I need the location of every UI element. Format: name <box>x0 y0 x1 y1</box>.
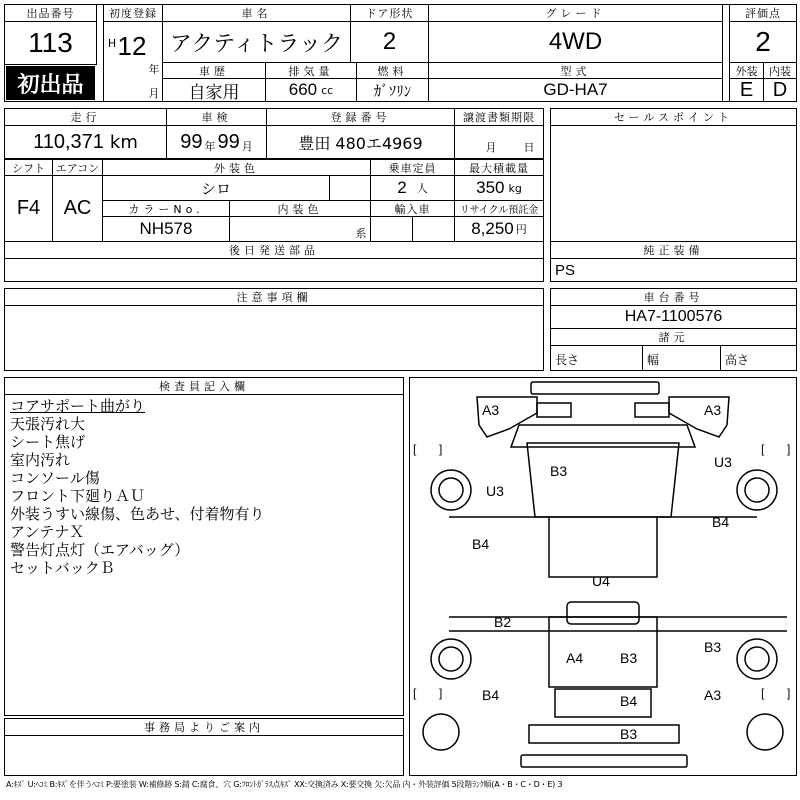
bracket-fl: [ <box>413 442 417 456</box>
mileage-label: 走行 <box>4 108 167 126</box>
model: GD-HA7 <box>428 78 723 102</box>
history-label: 車歴 <box>162 62 266 79</box>
damage-mark: B4 <box>472 536 490 552</box>
damage-mark: A3 <box>704 687 722 703</box>
max-load-cell <box>454 175 544 201</box>
doors: 2 <box>350 21 429 63</box>
inspector-note: セットバックＢ <box>10 559 115 577</box>
damage-mark: A4 <box>566 650 584 666</box>
lot-no: 113 <box>4 21 97 65</box>
inspector-notes-list <box>10 397 400 577</box>
max-load-label: 最大積載量 <box>454 159 544 176</box>
dims-length-label: 長さ <box>554 352 579 367</box>
insp-year-unit: 年 <box>204 140 216 153</box>
inspector-note: アンテナＸ <box>10 523 85 541</box>
reg-month-unit: 月 <box>148 87 160 100</box>
inspector-note: シート焦げ <box>10 433 86 451</box>
capacity-cell <box>370 175 455 201</box>
damage-mark: U4 <box>592 573 610 589</box>
grille <box>537 403 571 417</box>
wheel-fl-inner <box>439 478 463 502</box>
bracket-fl-close: ] <box>439 442 443 456</box>
score: 2 <box>729 21 797 63</box>
cab <box>549 517 657 577</box>
inspector-note: 外装うすい線傷、色あせ、付着物有り <box>10 505 265 523</box>
displacement-label: 排気量 <box>265 62 357 79</box>
interior-score: D <box>763 78 797 102</box>
sales-point-area <box>550 125 797 242</box>
grade-label: グレード <box>428 4 723 22</box>
ac-label: エアコン <box>52 159 103 176</box>
import-cell-a <box>370 216 413 242</box>
capacity: 2 <box>397 178 407 197</box>
int-color-unit: 系 <box>355 227 367 240</box>
insp-month: 99 <box>217 130 240 153</box>
color-no: NH578 <box>102 216 230 242</box>
recycle-label: リサイクル預託金 <box>454 200 544 217</box>
doors-label: ドア形状 <box>350 4 429 22</box>
import-cell-b <box>412 216 455 242</box>
bumper-rear <box>529 725 679 743</box>
bracket-rl-close: ] <box>439 686 443 700</box>
damage-mark: B4 <box>620 693 638 709</box>
bracket-fr-close: ] <box>787 442 791 456</box>
reg-year-unit: 年 <box>148 63 160 76</box>
hood <box>527 443 679 517</box>
office-area <box>4 735 404 776</box>
genuine-label: 純正装備 <box>550 241 797 259</box>
sales-point-label: セールスポイント <box>550 108 797 126</box>
inspector-note: コアサポート曲がり <box>10 397 146 415</box>
transfer-day-unit: 日 <box>523 141 535 154</box>
damage-mark: B3 <box>620 726 638 742</box>
max-load-unit: kg <box>508 181 522 195</box>
wheel-fr <box>737 470 777 510</box>
bracket-fr: [ <box>761 442 765 456</box>
chassis: HA7-1100576 <box>550 305 797 329</box>
history: 自家用 <box>162 78 266 102</box>
import-label: 輸入車 <box>370 200 455 217</box>
reg-era: H <box>107 36 117 50</box>
inspector-note: 警告灯点灯（エアバッグ） <box>10 541 190 559</box>
capacity-label: 乗車定員 <box>370 159 455 176</box>
office-label: 事務局よりご案内 <box>4 718 404 736</box>
genuine: PS <box>555 261 576 279</box>
damage-mark: U3 <box>714 454 732 470</box>
damage-mark: B3 <box>704 639 722 655</box>
bracket-rl: [ <box>413 686 417 700</box>
inspection-cell <box>166 125 267 159</box>
damage-mark: B3 <box>620 650 638 666</box>
inspector-note: 室内汚れ <box>10 451 71 469</box>
score-label: 評価点 <box>729 4 797 22</box>
capacity-unit: 人 <box>416 182 428 195</box>
mileage-cell <box>4 125 167 159</box>
bracket-rr-close: ] <box>787 686 791 700</box>
wheel-fl <box>431 470 471 510</box>
ext-color-label: 外装色 <box>102 159 371 176</box>
dims-height-label: 高さ <box>724 352 749 367</box>
recycle-unit: 円 <box>515 223 527 236</box>
recycle-cell <box>454 216 544 242</box>
ext-color: シロ <box>102 175 330 201</box>
wheel-fr-inner <box>745 478 769 502</box>
mileage: 110,371 <box>33 130 104 153</box>
parts-later-label: 後日発送部品 <box>4 241 544 259</box>
inspector-label: 検査員記入欄 <box>4 377 404 395</box>
inspector-note: コンソール傷 <box>10 469 100 487</box>
genuine-area <box>550 258 797 282</box>
first-listing-badge: 初出品 <box>6 66 95 100</box>
wheel-rl2 <box>423 714 459 750</box>
lot-no-label: 出品番号 <box>4 4 97 22</box>
dims-label: 諸元 <box>550 328 797 346</box>
parts-later-area <box>4 258 544 282</box>
transfer-label: 譲渡書類期限 <box>454 108 544 126</box>
displacement-cell <box>265 78 357 102</box>
int-color-label: 内装色 <box>229 200 371 217</box>
wheel-rl-inner <box>439 647 463 671</box>
legend: A:ｷｽﾞ U:ﾍｺﾐ B:ｷｽﾞを伴うﾍｺﾐ P:要塗装 W:補修跡 S:錆 C:腐食、穴 G:ﾌﾛﾝﾄｶﾞﾗｽ点ｷｽﾞ XX:交換済み X:要交換 欠:欠品 内・外装評価 5段階ﾗﾝｸ順(A・B・C・D・E) 3 <box>6 780 563 789</box>
notes-label: 注意事項欄 <box>4 288 544 306</box>
bumper-rear-bar <box>521 755 687 767</box>
damage-mark: B4 <box>482 687 500 703</box>
transfer-month-unit: 月 <box>485 141 497 154</box>
damage-mark: U3 <box>486 483 504 499</box>
bracket-rr: [ <box>761 686 765 700</box>
shift-label: シフト <box>4 159 53 176</box>
fuel-label: 燃料 <box>356 62 429 79</box>
wheel-rr <box>737 639 777 679</box>
damage-mark: B3 <box>550 463 568 479</box>
plate-label: 登録番号 <box>266 108 455 126</box>
insp-year: 99 <box>180 130 203 153</box>
grille-right <box>635 403 669 417</box>
wheel-rr2 <box>747 714 783 750</box>
inspector-note: 天張汚れ大 <box>10 415 86 433</box>
inspector-note: フロント下廻りＡＵ <box>10 487 146 505</box>
damage-mark: B4 <box>712 514 730 530</box>
interior-label: 内装 <box>763 62 797 79</box>
damage-mark: A3 <box>704 402 722 418</box>
car-name: アクティトラック <box>162 21 351 63</box>
color-no-label: カラーNo. <box>102 200 230 217</box>
shift: F4 <box>4 175 53 242</box>
recycle: 8,250 <box>471 219 514 238</box>
mileage-unit: km <box>109 131 138 153</box>
plate: 豊田 480エ4969 <box>266 125 455 159</box>
damage-mark: A3 <box>482 402 500 418</box>
damage-mark: B2 <box>494 614 512 630</box>
exterior-label: 外装 <box>729 62 764 79</box>
notes-area <box>4 305 544 371</box>
max-load: 350 <box>476 178 505 197</box>
inspection-label: 車検 <box>166 108 267 126</box>
wheel-rr-inner <box>745 647 769 671</box>
wheel-rl <box>431 639 471 679</box>
reg-label: 初度登録 <box>103 4 163 22</box>
fuel: ｶﾞｿﾘﾝ <box>356 78 429 102</box>
ext-color-sub <box>329 175 371 201</box>
dims-width-label: 幅 <box>646 352 659 367</box>
ac: AC <box>52 175 103 242</box>
model-label: 型式 <box>428 62 723 79</box>
displacement: 660 <box>288 80 318 99</box>
reg-year: 12 <box>117 30 147 61</box>
insp-month-unit: 月 <box>241 140 253 153</box>
int-color-cell <box>229 216 371 242</box>
grade: 4WD <box>428 21 723 63</box>
bumper-front <box>531 382 659 394</box>
displacement-unit: cc <box>321 83 334 97</box>
bed-window <box>567 602 639 624</box>
car-name-label: 車名 <box>162 4 351 22</box>
chassis-label: 車台番号 <box>550 288 797 306</box>
exterior-score: E <box>729 78 764 102</box>
